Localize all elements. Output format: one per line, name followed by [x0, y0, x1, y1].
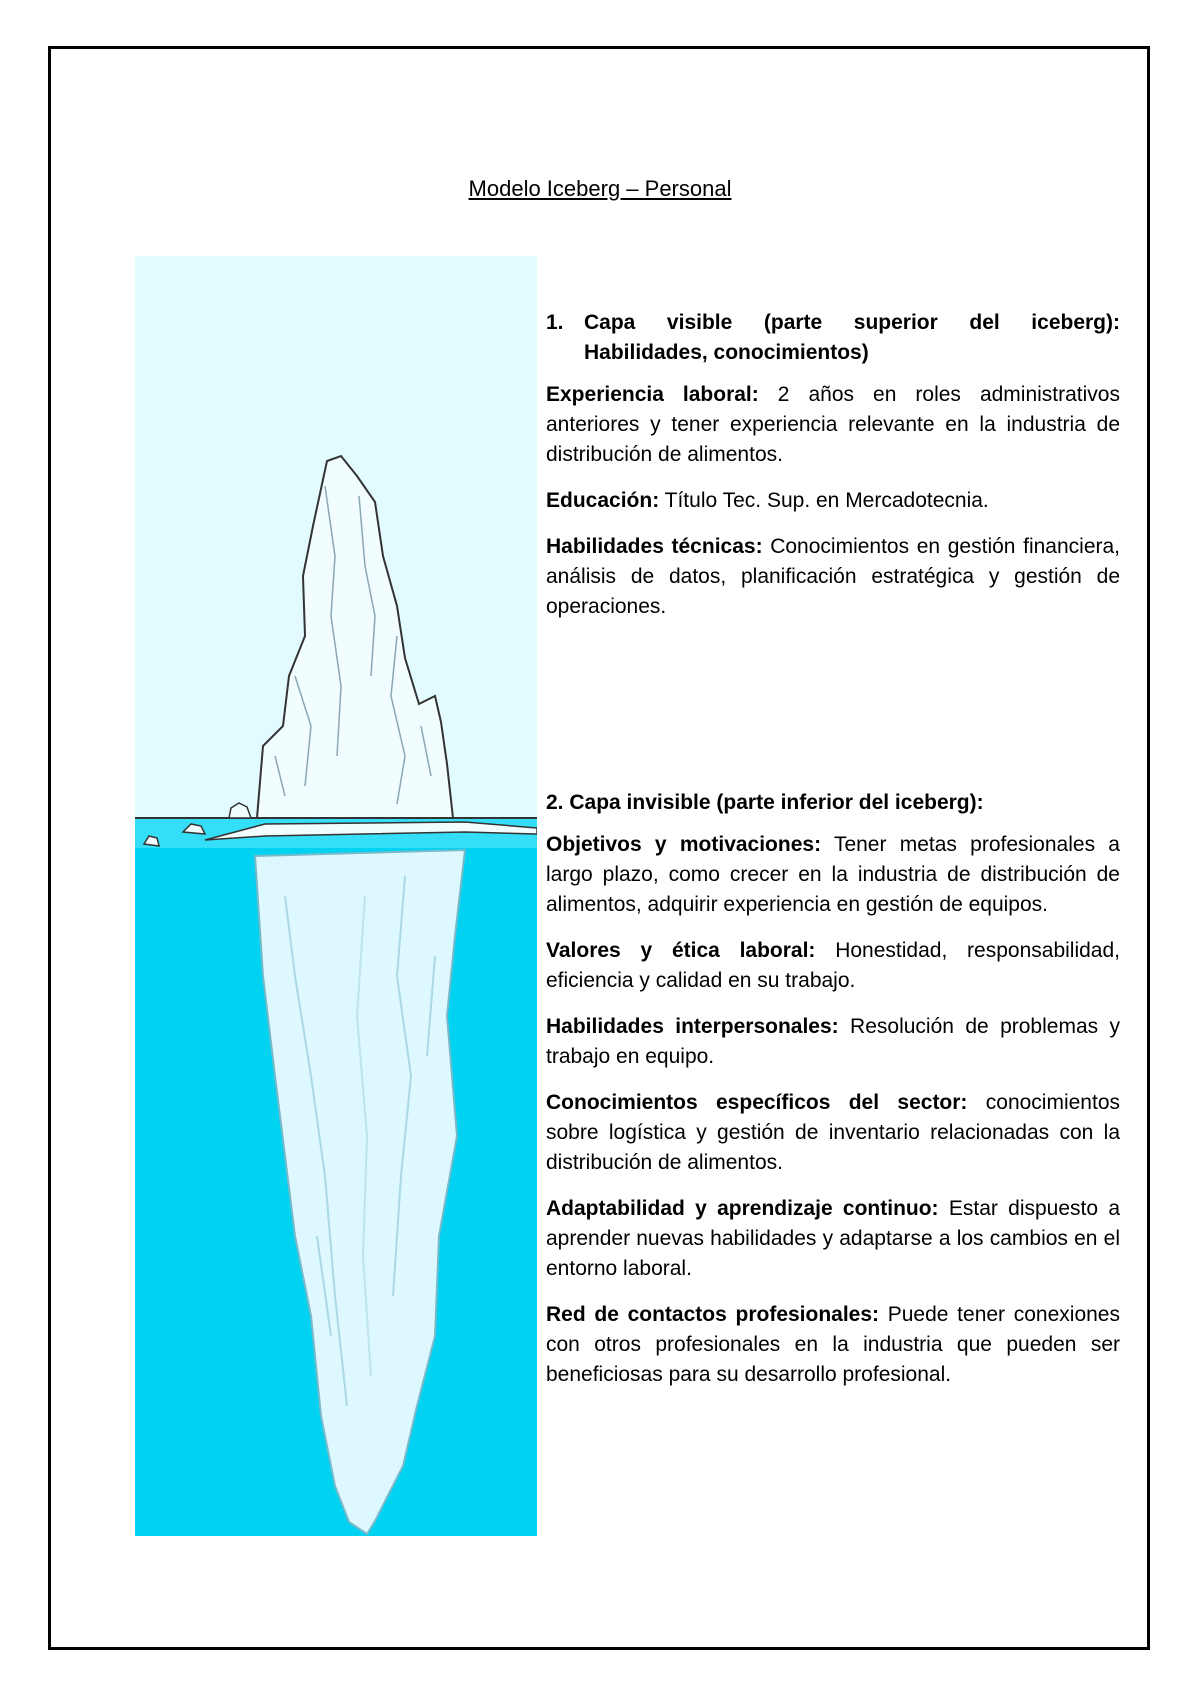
section1-heading-text: Capa visible (parte superior del iceberg): Habilidades, conocimientos): [584, 311, 1120, 364]
item-text: Puede tener conexiones con otros profesionales en la industria que pueden ser beneficiosas para su desarrollo profesional.: [546, 1303, 1120, 1386]
section-invisible-layer: [546, 788, 1120, 1406]
section1-number: 1.: [546, 311, 564, 334]
item-interpersonales: [546, 1012, 1120, 1072]
item-label: Red de contactos profesionales:: [546, 1303, 880, 1326]
item-label: Adaptabilidad y aprendizaje continuo:: [546, 1197, 939, 1220]
item-label: Educación:: [546, 489, 660, 512]
item-objetivos: [546, 830, 1120, 920]
item-text: Tener metas profesionales a largo plazo, como crecer en la industria de distribución de alimentos, adquirir experiencia en gestión de equipos.: [546, 833, 1120, 916]
item-educacion: [546, 486, 1120, 516]
section-visible-layer: [546, 308, 1120, 638]
item-conocimientos-sector: [546, 1088, 1120, 1178]
item-experiencia: [546, 380, 1120, 470]
item-text: Estar dispuesto a aprender nuevas habilidades y adaptarse a los cambios en el entorno laboral.: [546, 1197, 1121, 1280]
section1-heading: [546, 308, 1120, 368]
item-text: Resolución de problemas y trabajo en equipo.: [546, 1015, 1121, 1068]
item-label: Habilidades interpersonales:: [546, 1015, 839, 1038]
item-red-contactos: [546, 1300, 1120, 1390]
item-habilidades-tecnicas: [546, 532, 1120, 622]
iceberg-illustration: [135, 256, 537, 1536]
item-label: Habilidades técnicas:: [546, 535, 763, 558]
section2-heading-text: 2. Capa invisible (parte inferior del iceberg):: [546, 791, 984, 814]
item-text: Honestidad, responsabilidad, eficiencia y calidad en su trabajo.: [546, 939, 1120, 992]
item-text: conocimientos sobre logística y gestión de inventario relacionadas con la distribución de alimentos.: [546, 1091, 1121, 1174]
document-title: Modelo Iceberg – Personal: [468, 176, 732, 201]
item-label: Conocimientos específicos del sector:: [546, 1091, 968, 1114]
item-label: Valores y ética laboral:: [546, 939, 816, 962]
item-text: Título Tec. Sup. en Mercadotecnia.: [659, 489, 989, 512]
item-label: Experiencia laboral:: [546, 383, 759, 406]
item-valores: [546, 936, 1120, 996]
item-label: Objetivos y motivaciones:: [546, 833, 822, 856]
item-adaptabilidad: [546, 1194, 1120, 1284]
item-text: 2 años en roles administrativos anteriores y tener experiencia relevante en la industria de distribución de alimentos.: [546, 383, 1120, 466]
section2-heading: [546, 788, 1120, 818]
item-text: Conocimientos en gestión financiera, análisis de datos, planificación estratégica y gestión de operaciones.: [546, 535, 1121, 618]
